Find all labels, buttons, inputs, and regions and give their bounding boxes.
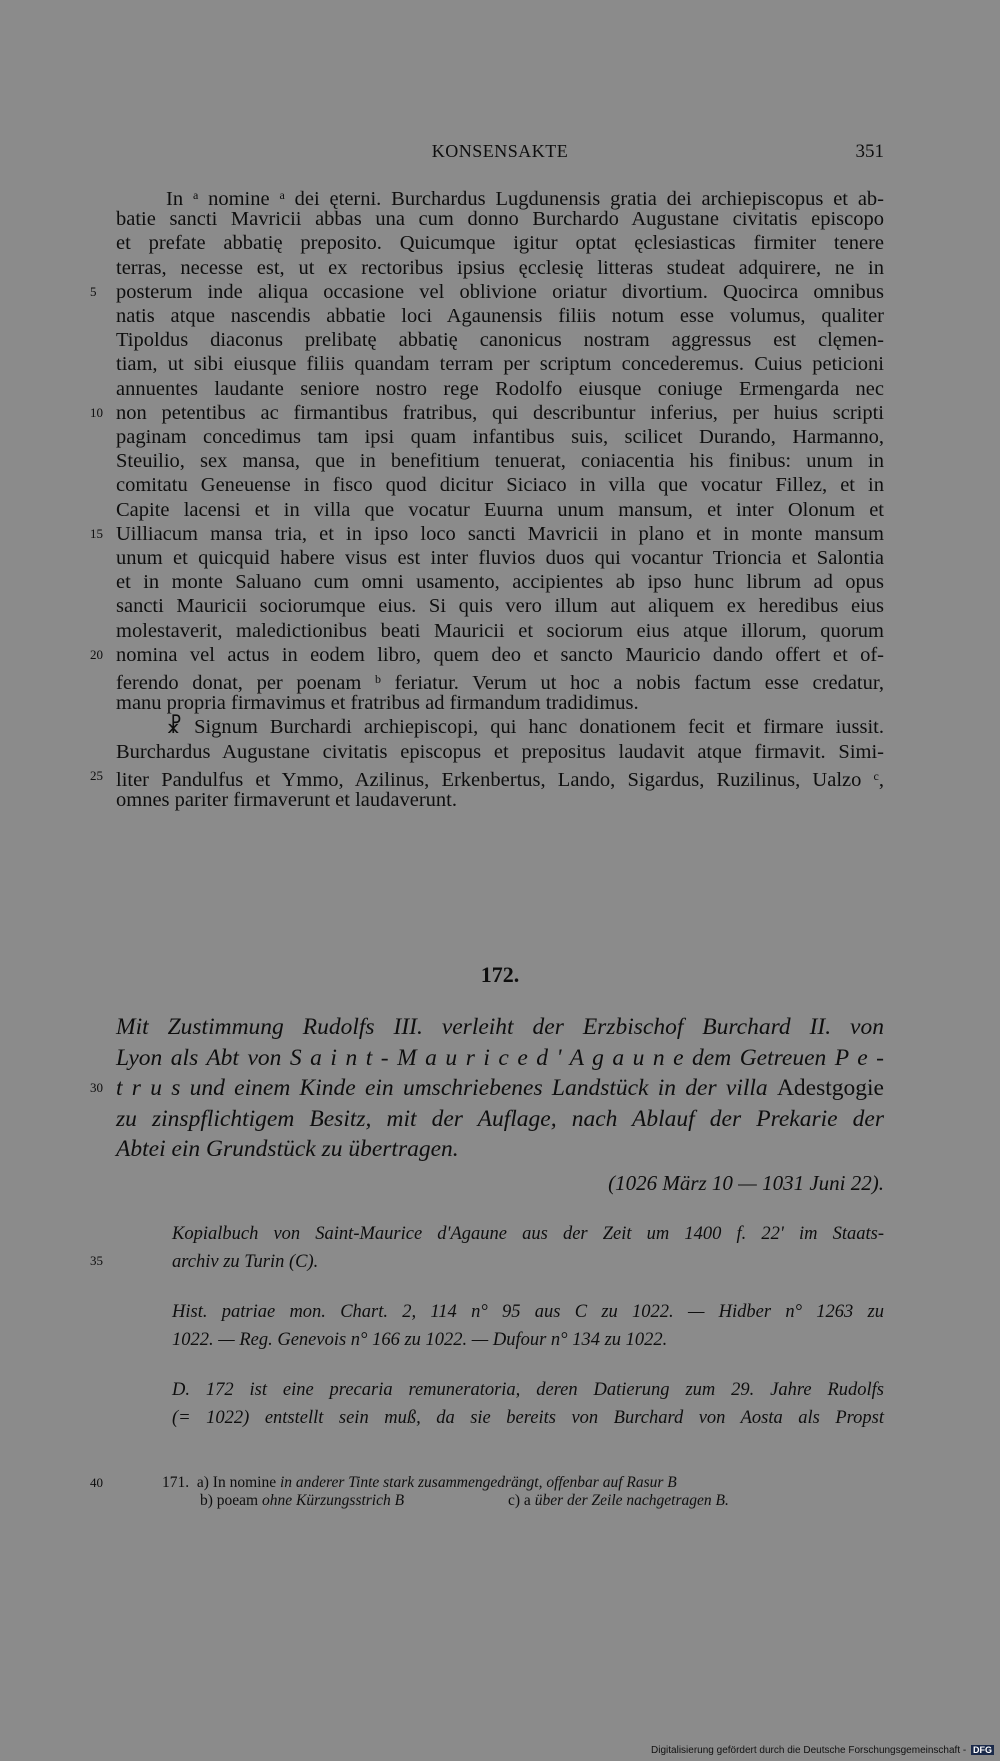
commentary-line: Kopialbuch von Saint-Maurice d'Agaune aus der Zeit um 1400 f. 22' im Staats-	[172, 1224, 884, 1244]
text-segment: Steuilio, sex mansa, que in benefitium tenuerat, coniacentia his finibus: unum in	[116, 450, 884, 473]
text-line	[166, 714, 884, 740]
regest-segment: zu zinspflichtigem Besitz, mit der Auflage, nach Ablauf der Prekarie der	[116, 1105, 884, 1132]
text-line	[116, 472, 884, 498]
footnote-label: b)	[200, 1492, 213, 1509]
text-segment: comitatu Geneuense in fisco quod dicitur Siciaco in villa que vocatur Fillez, et in	[116, 474, 884, 497]
text-line	[116, 739, 884, 765]
apparatus-siglum: a	[279, 188, 285, 202]
text-line	[116, 303, 884, 329]
text-segment: ☧ Signum Burchardi archiepiscopi, qui hanc donationem fecit et firmare iussit.	[166, 716, 884, 739]
commentary-line: Hist. patriae mon. Chart. 2, 114 n° 95 aus C zu 1022. — Hidber n° 1263 zu	[172, 1302, 884, 1322]
text-line	[116, 763, 884, 789]
text-segment: unum et quicquid habere visus est inter fluvios duos qui vocantur Trioncia et Salontia	[116, 547, 884, 569]
dfg-logo: DFG	[973, 1745, 992, 1755]
text-segment: et in monte Saluano cum omni usamento, accipientes ab ipso hunc librum ad opus	[116, 571, 884, 594]
text-line	[116, 642, 884, 668]
footnote-label: c)	[508, 1492, 521, 1509]
text-line	[116, 351, 884, 377]
footnote-lemma: poeam	[216, 1492, 259, 1509]
text-line	[166, 182, 884, 208]
footnote-label: a)	[196, 1474, 209, 1491]
apparatus-siglum: c	[873, 768, 879, 783]
line-number: 15	[90, 525, 103, 541]
text-segment: ,	[878, 768, 884, 791]
text-segment: Burchardus Augustane civitatis episcopus et prepositus laudavit atque firmavit. Simi-	[116, 740, 884, 763]
footnote-comment: ohne Kürzungsstrich B	[262, 1492, 405, 1509]
commentary-line: archiv zu Turin (C).	[172, 1252, 319, 1272]
text-line	[116, 690, 884, 716]
text-line	[116, 206, 884, 232]
dating: (1026 März 10 — 1031 Juni 22).	[608, 1171, 884, 1195]
footnote-row-3	[508, 1491, 729, 1511]
text-line	[116, 400, 884, 426]
text-segment: batie sancti Mavricii abbas una cum donno Burchardo Augustane civitatis episcopo	[116, 208, 884, 231]
apparatus-siglum: a	[192, 188, 199, 202]
line-number: 5	[90, 283, 97, 299]
regest-line	[116, 1104, 884, 1134]
text-segment: Tipoldus diaconus prelibatę abbatię canonicus nostram aggressus est clęmen-	[116, 329, 884, 352]
regest-line	[116, 1043, 884, 1073]
text-segment: liter Pandulfus et Ymmo, Azilinus, Erkenbertus, Lando, Sigardus, Ruzilinus, Ualzo	[116, 768, 874, 791]
regest-line	[116, 1073, 884, 1103]
regest-segment: Abtei ein Grundstück zu übertragen.	[116, 1136, 459, 1162]
footnote-comment: über der Zeile nachgetragen B.	[534, 1492, 729, 1509]
text-line	[116, 327, 884, 353]
text-line	[116, 521, 884, 547]
footnote-lemma: a	[523, 1492, 531, 1509]
text-line	[116, 279, 884, 305]
text-segment: molestaverit, maledictionibus beati Mauricii et sociorum eius atque illorum, quorum	[116, 619, 884, 642]
regest-segment: Lyon als Abt von S a i n t - M a u r i c e d ' A g a u n e dem Getreuen P e -	[116, 1044, 884, 1071]
footnote-ref: 171.	[162, 1474, 190, 1491]
line-number: 35	[90, 1253, 103, 1268]
regest-line	[116, 1012, 884, 1042]
text-line	[116, 787, 884, 813]
text-line	[116, 424, 884, 450]
regest-segment: t r u s und einem Kinde ein umschriebenes Landstück in der villa	[116, 1075, 777, 1101]
line-number: 30	[90, 1080, 103, 1095]
text-segment: omnes pariter firmaverunt et laudaverunt.	[116, 789, 457, 811]
text-segment: annuentes laudante seniore nostro rege Rodolfo eiusque coniuge Ermengarda nec	[116, 377, 884, 400]
text-line	[116, 569, 884, 595]
digitization-credit	[600, 1745, 994, 1756]
text-line	[116, 376, 884, 402]
text-segment: natis atque nascendis abbatie loci Agaunensis filiis notum esse volumus, qualiter	[116, 305, 884, 327]
text-segment: ferendo donat, per poenam	[116, 672, 375, 694]
text-line	[116, 666, 884, 692]
text-line	[116, 497, 884, 523]
running-head: KONSENSAKTE	[431, 141, 569, 161]
line-number: 10	[90, 404, 103, 420]
text-segment: posterum inde aliqua occasione vel oblivione oriatur divortium. Quocirca omnibus	[116, 280, 884, 303]
text-segment: nomine	[198, 188, 280, 210]
text-segment: nomina vel actus in eodem libro, quem deo et sancto Mauricio dando offert et of-	[116, 643, 884, 666]
text-segment: manu propria firmavimus et fratribus ad firmandum tradidimus.	[116, 692, 639, 715]
line-number: 40	[90, 1475, 103, 1490]
page-number: 351	[855, 141, 884, 162]
credit-text: Digitalisierung gefördert durch die Deutsche Forschungsgemeinschaft -	[651, 1745, 967, 1756]
text-segment: sancti Mauricii sociorumque eius. Si quis vero illum aut aliquem ex heredibus eius	[116, 595, 884, 618]
text-segment: Capite lacensi et in villa que vocatur Euurna unum mansum, et inter Olonum et	[116, 498, 884, 521]
line-number: 20	[90, 646, 103, 662]
commentary-line: (= 1022) entstellt sein muß, da sie bereits von Burchard von Aosta als Propst	[172, 1408, 884, 1428]
text-segment: tiam, ut sibi eiusque filiis quandam terram per scriptum concederemus. Cuius peticioni	[116, 353, 884, 376]
apparatus-siglum: b	[374, 672, 381, 686]
regest-segment: Mit Zustimmung Rudolfs III. verleiht der Erzbischof Burchard II. von	[116, 1014, 884, 1040]
text-segment: non petentibus ac firmantibus fratribus, qui describuntur inferius, per huius scripti	[116, 401, 884, 424]
text-line	[116, 545, 884, 571]
text-line	[116, 618, 884, 644]
text-segment: paginam concedimus tam ipsi quam infantibus suis, scilicet Durando, Harmanno,	[116, 426, 884, 448]
text-line	[116, 593, 884, 619]
commentary-line: D. 172 ist eine precaria remuneratoria, deren Datierung zum 29. Jahre Rudolfs	[172, 1380, 884, 1400]
commentary-line: 1022. — Reg. Genevois n° 166 zu 1022. — Dufour n° 134 zu 1022.	[172, 1330, 668, 1350]
text-segment: Uilliacum mansa tria, et in ipso loco sancti Mavricii in plano et in monte mansum	[116, 522, 884, 545]
footnote-row-2	[200, 1491, 404, 1511]
text-segment: terras, necesse est, ut ex rectoribus ipsius ęcclesię litteras studeat adquirere, ne in	[116, 256, 884, 279]
footnote-lemma: In nomine	[212, 1474, 277, 1491]
text-segment: et prefate abbatię preposito. Quicumque igitur optat ęclesiasticas firmiter tenere	[116, 232, 884, 255]
footnote-row-1	[162, 1473, 677, 1493]
document-number: 172.	[480, 962, 520, 987]
regest-line	[116, 1134, 884, 1164]
text-line	[116, 255, 884, 281]
place-name: Adestgogie	[776, 1075, 884, 1101]
text-segment: feriatur. Verum ut hoc a nobis factum esse credatur,	[380, 672, 884, 694]
line-number: 25	[90, 767, 103, 783]
text-segment: In	[166, 188, 193, 210]
footnote-comment: in anderer Tinte stark zusammengedrängt, offenbar auf Rasur B	[279, 1474, 677, 1491]
text-line	[116, 230, 884, 256]
text-line	[116, 448, 884, 474]
text-segment: dei ęterni. Burchardus Lugdunensis gratia dei archiepiscopus et ab-	[284, 188, 885, 210]
